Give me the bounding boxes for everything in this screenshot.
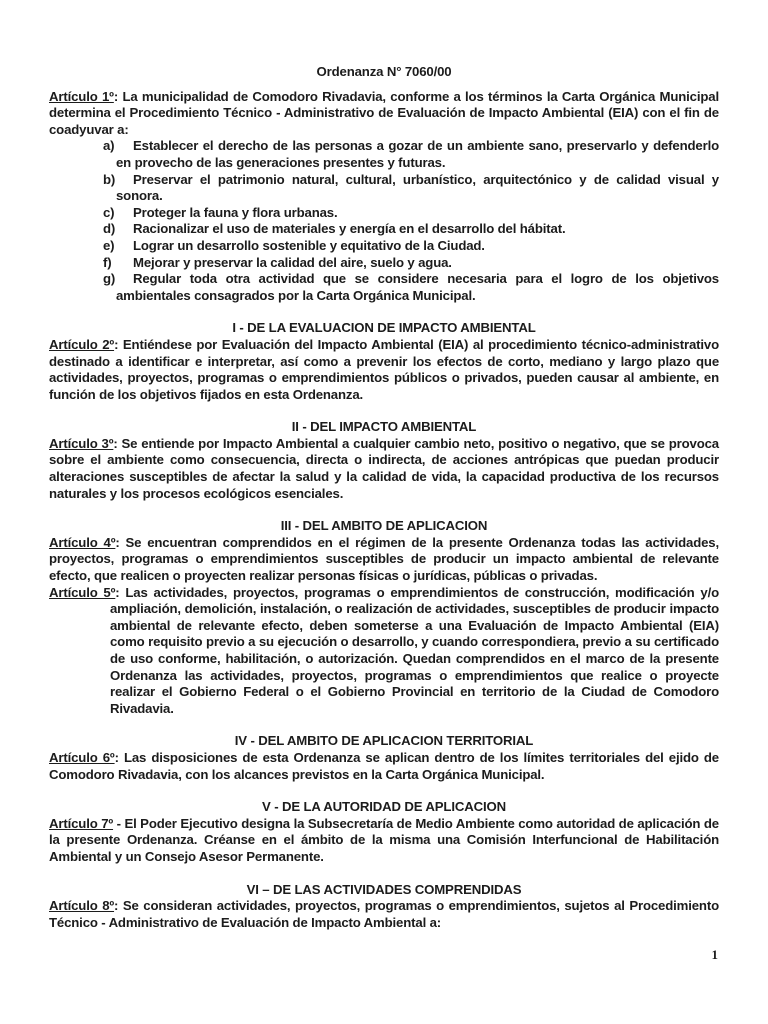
article-label: Artículo 2º [49, 336, 115, 352]
section-heading: III - DEL AMBITO DE APLICACION [280, 518, 488, 534]
section-heading: V - DE LA AUTORIDAD DE APLICACION [262, 799, 506, 815]
article-separator: : [114, 336, 119, 352]
section-heading: IV - DEL AMBITO DE APLICACION TERRITORIAL [234, 733, 534, 749]
article-separator: : [115, 534, 120, 550]
section-heading: VI – DE LAS ACTIVIDADES COMPRENDIDAS [246, 881, 522, 897]
document-content [49, 64, 719, 931]
list-item-marker: c) [103, 204, 115, 220]
article-separator: : [114, 749, 119, 765]
article-label: Artículo 7º [49, 815, 114, 831]
list-item-text: Preservar el patrimonio natural, cultural, urbanístico, arquitectónico y de calidad visual y sonora. [116, 171, 719, 204]
article-text: Se entiende por Impacto Ambiental a cualquier cambio neto, positivo o negativo, que se provoca sobre el ambiente como consecuencia, directa o indirecta, de acciones antrópicas que puedan producir alteraciones susceptibles de afectar la salud y la calidad de vida, la capacidad productiva de los recursos naturales y los procesos ecológicos esenciales. [49, 435, 719, 501]
list-item-marker: f) [103, 254, 112, 270]
list-item [49, 205, 719, 222]
page-number: 1 [711, 947, 718, 962]
section-heading: II - DEL IMPACTO AMBIENTAL [291, 419, 477, 435]
list-item-marker: g) [103, 271, 116, 287]
article-separator: - [113, 815, 121, 831]
article-label: Artículo 1º [49, 88, 114, 104]
article-paragraph [49, 585, 719, 718]
objectives-list [49, 138, 719, 304]
article-paragraph [49, 535, 719, 585]
article-label: Artículo 5º [49, 584, 116, 600]
article-label: Artículo 3º [49, 435, 114, 451]
list-item [49, 138, 719, 171]
article-text: Se consideran actividades, proyectos, programas o emprendimientos, sujetos al Procedimiento Técnico - Administrativo de Evaluación de Impacto Ambiental a: [49, 898, 719, 930]
list-item-text: Racionalizar el uso de materiales y energía en el desarrollo del hábitat. [133, 221, 566, 237]
article-paragraph [49, 898, 719, 931]
article-text: Las disposiciones de esta Ordenanza se aplican dentro de los límites territoriales del ejido de Comodoro Rivadavia, con los alcances previstos en la Carta Orgánica Municipal. [49, 749, 719, 782]
article-label: Artículo 6º [49, 749, 115, 765]
article-separator: : [113, 435, 118, 451]
document-title: Ordenanza N° 7060/00 [316, 64, 452, 79]
list-item-text: Lograr un desarrollo sostenible y equitativo de la Ciudad. [133, 237, 485, 253]
list-item-marker: a) [103, 138, 115, 154]
article-paragraph [49, 89, 719, 139]
article-separator: : [115, 584, 120, 600]
list-item-text: Mejorar y preservar la calidad del aire, suelo y agua. [133, 254, 452, 270]
article-label: Artículo 4º [49, 534, 116, 550]
list-item-text: Establecer el derecho de las personas a gozar de un ambiente sano, preservarlo y defenderlo en provecho de las generaciones presentes y futuras. [116, 138, 719, 170]
article-separator: : [114, 898, 119, 914]
article-text: Las actividades, proyectos, programas o emprendimientos de construcción, modificación y/o ampliación, demolición, instalación, o realización de actividades, susceptibles de producir impacto ambiental de relevante efecto, deben someterse a una Evaluación de Impacto Ambiental (EIA) como requisito previo a su ejecución o desarrollo, y cuando correspondiera, previo a su certificado de uso conforme, habilitación, o autorización. Quedan comprendidos en el marco de la presente Ordenanza las actividades, proyectos, programas o emprendimientos que realice o proyecte realizar el Gobierno Federal o el Gobierno Provincial en territorio de la Ciudad de Comodoro Rivadavia. [110, 584, 719, 716]
article-paragraph [49, 436, 719, 502]
list-item [49, 221, 719, 238]
article-paragraph [49, 337, 719, 403]
article-paragraph [49, 750, 719, 783]
list-item-text: Proteger la fauna y flora urbanas. [133, 204, 338, 220]
article-text: La municipalidad de Comodoro Rivadavia, conforme a los términos la Carta Orgánica Municipal determina el Procedimiento Técnico - Administrativo de Evaluación de Impacto Ambiental (EIA) con el fin de coadyuvar a: [49, 88, 719, 137]
list-item-marker: e) [103, 237, 115, 253]
list-item [49, 238, 719, 255]
section-heading: I - DE LA EVALUACION DE IMPACTO AMBIENTAL [232, 320, 536, 336]
article-text: Entiéndese por Evaluación del Impacto Ambiental (EIA) al procedimiento técnico-administrativo destinado a identificar e interpretar, así como a prevenir los efectos de corto, mediano y largo plazo que actividades, proyectos, programas o emprendimientos públicos o privados, pueden causar al ambiente, en función de los objetivos fijados en esta Ordenanza. [49, 336, 719, 402]
list-item [49, 172, 719, 205]
article-paragraph [49, 816, 719, 866]
list-item [49, 271, 719, 304]
list-item-marker: d) [103, 221, 116, 237]
list-item-marker: b) [103, 171, 116, 187]
article-label: Artículo 8º [49, 898, 115, 914]
article-text: Se encuentran comprendidos en el régimen de la presente Ordenanza todas las actividades, proyectos, programas o emprendimientos susceptibles de producir un impacto ambiental de relevante efecto, que realicen o proyecten realizar personas físicas o jurídicas, públicas o privadas. [49, 534, 719, 584]
article-separator: : [113, 88, 119, 104]
list-item-text: Regular toda otra actividad que se considere necesaria para el logro de los objetivos ambientales consagrados por la Carta Orgánica Municipal. [116, 271, 719, 303]
article-text: El Poder Ejecutivo designa la Subsecretaría de Medio Ambiente como autoridad de aplicación de la presente Ordenanza. Créanse en el ámbito de la misma una Comisión Interfuncional de Habilitación Ambiental y un Consejo Asesor Permanente. [49, 815, 719, 864]
list-item [49, 255, 719, 272]
